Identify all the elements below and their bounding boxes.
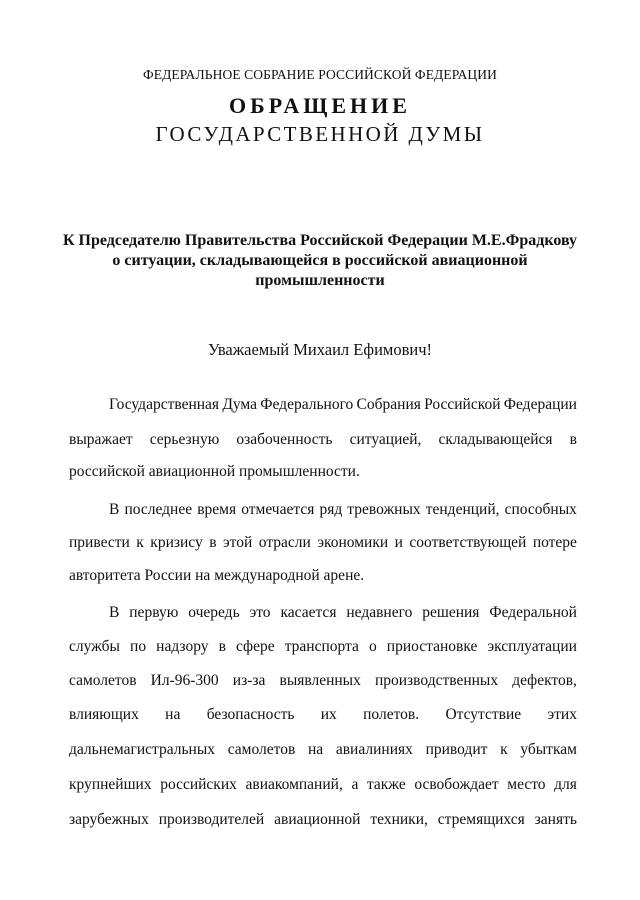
body-line [69, 533, 577, 553]
body-word: эксплуатации [487, 638, 577, 655]
assembly-heading: ФЕДЕРАЛЬНОЕ СОБРАНИЕ РОССИЙСКОЙ ФЕДЕРАЦИИ [143, 67, 497, 82]
body-word: способных [504, 501, 577, 518]
body-word: крупнейших [69, 776, 152, 793]
body-word: ситуацией, [349, 431, 422, 448]
body-word: стремящихся [437, 811, 525, 828]
body-word: в [218, 638, 226, 655]
body-word: самолетов [69, 672, 137, 689]
body-word: производителей [158, 811, 265, 828]
body-word: этой [223, 534, 253, 551]
body-word: транспорта [284, 638, 359, 655]
body-word: потере [532, 534, 577, 551]
body-word: о [368, 638, 377, 655]
body-line [69, 637, 577, 657]
body-line: российской авиационной промышленности. [69, 463, 360, 480]
body-word: службы [69, 638, 120, 655]
body-word: Ил-96-300 [150, 672, 219, 689]
body-word: Федерального [260, 396, 354, 413]
body-line [109, 500, 577, 520]
body-word: на [307, 741, 324, 758]
body-word: отрасли [258, 534, 311, 551]
body-word: соответствующей [409, 534, 527, 551]
body-word: авиакомпаний, [245, 776, 343, 793]
body-word: для [554, 776, 577, 793]
body-line [69, 810, 577, 830]
body-word: серьезную [149, 431, 220, 448]
body-word: Государственная [109, 396, 220, 413]
body-word: решения [422, 604, 480, 621]
subject-line: о ситуации, складывающейся в российской авиационной [112, 252, 528, 269]
body-word: производственных [374, 672, 499, 689]
body-word: авиалиниях [335, 741, 413, 758]
body-line [69, 430, 577, 450]
body-line [69, 671, 577, 691]
body-word: надзору [156, 638, 209, 655]
body-word: сфере [235, 638, 275, 655]
body-word: техники, [370, 811, 428, 828]
body-word: озабоченность [236, 431, 333, 448]
subject-line: К Председателю Правительства Российской Федерации М.Е.Фрадкову [62, 232, 578, 249]
body-line [69, 775, 577, 795]
body-word: выявленных [279, 672, 361, 689]
body-word: по [130, 638, 147, 655]
document-type-title: ОБРАЩЕНИЕ [229, 93, 411, 118]
body-word: в [209, 534, 217, 551]
body-word: занять [534, 811, 577, 828]
body-word: место [507, 776, 546, 793]
body-word: приводит [425, 741, 488, 758]
body-line [109, 395, 577, 415]
body-word: Федеральной [489, 604, 577, 621]
body-line [69, 740, 577, 760]
body-word: зарубежных [69, 811, 149, 828]
body-word: освобождает [414, 776, 499, 793]
salutation: Уважаемый Михаил Ефимович! [208, 340, 432, 359]
body-word: первую [129, 604, 179, 621]
body-word: в [569, 431, 577, 448]
body-word: и [394, 534, 403, 551]
body-word: убыткам [520, 741, 577, 758]
body-word: недавнего [346, 604, 413, 621]
body-word: а [351, 776, 359, 793]
body-word: к [500, 741, 508, 758]
body-word: дефектов, [512, 672, 577, 689]
body-line [109, 603, 577, 623]
subject-line: промышленности [255, 272, 385, 289]
body-word: тенденций, [425, 501, 500, 518]
body-word: последнее [124, 501, 193, 518]
body-word: касается [280, 604, 337, 621]
body-word: В [109, 604, 120, 621]
body-word: Федерации [503, 396, 577, 413]
body-word: этих [547, 706, 577, 723]
body-word: также [366, 776, 406, 793]
body-word: влияющих [69, 706, 139, 723]
body-word: тревожных [347, 501, 421, 518]
body-word: отмечается [241, 501, 315, 518]
body-word: очередь [188, 604, 240, 621]
body-word: дальнемагистральных [69, 741, 215, 758]
body-line [69, 705, 577, 725]
body-word: Собрания [356, 396, 421, 413]
body-word: российских [160, 776, 237, 793]
body-word: Отсутствие [445, 706, 522, 723]
body-line: авторитета России на международной арене. [69, 567, 365, 584]
body-word: полетов. [363, 706, 420, 723]
body-word: привести [69, 534, 130, 551]
body-word: кризису [150, 534, 203, 551]
issuer-heading: ГОСУДАРСТВЕННОЙ ДУМЫ [155, 122, 485, 146]
body-word: В [109, 501, 120, 518]
body-word: выражает [69, 431, 133, 448]
body-word: Дума [222, 396, 258, 413]
body-word: авиационной [274, 811, 361, 828]
body-word: экономики [317, 534, 389, 551]
body-word: ряд [319, 501, 343, 518]
body-word: на [165, 706, 181, 723]
body-word: приостановке [386, 638, 478, 655]
body-text [69, 0, 577, 900]
body-word: самолетов [227, 741, 296, 758]
body-word: к [136, 534, 144, 551]
body-word: время [197, 501, 237, 518]
body-word: это [249, 604, 271, 621]
body-word: складывающейся [438, 431, 553, 448]
body-word: безопасность [206, 706, 295, 723]
body-word: их [320, 706, 337, 723]
body-word: из-за [232, 672, 266, 689]
body-word: Российской [424, 396, 501, 413]
